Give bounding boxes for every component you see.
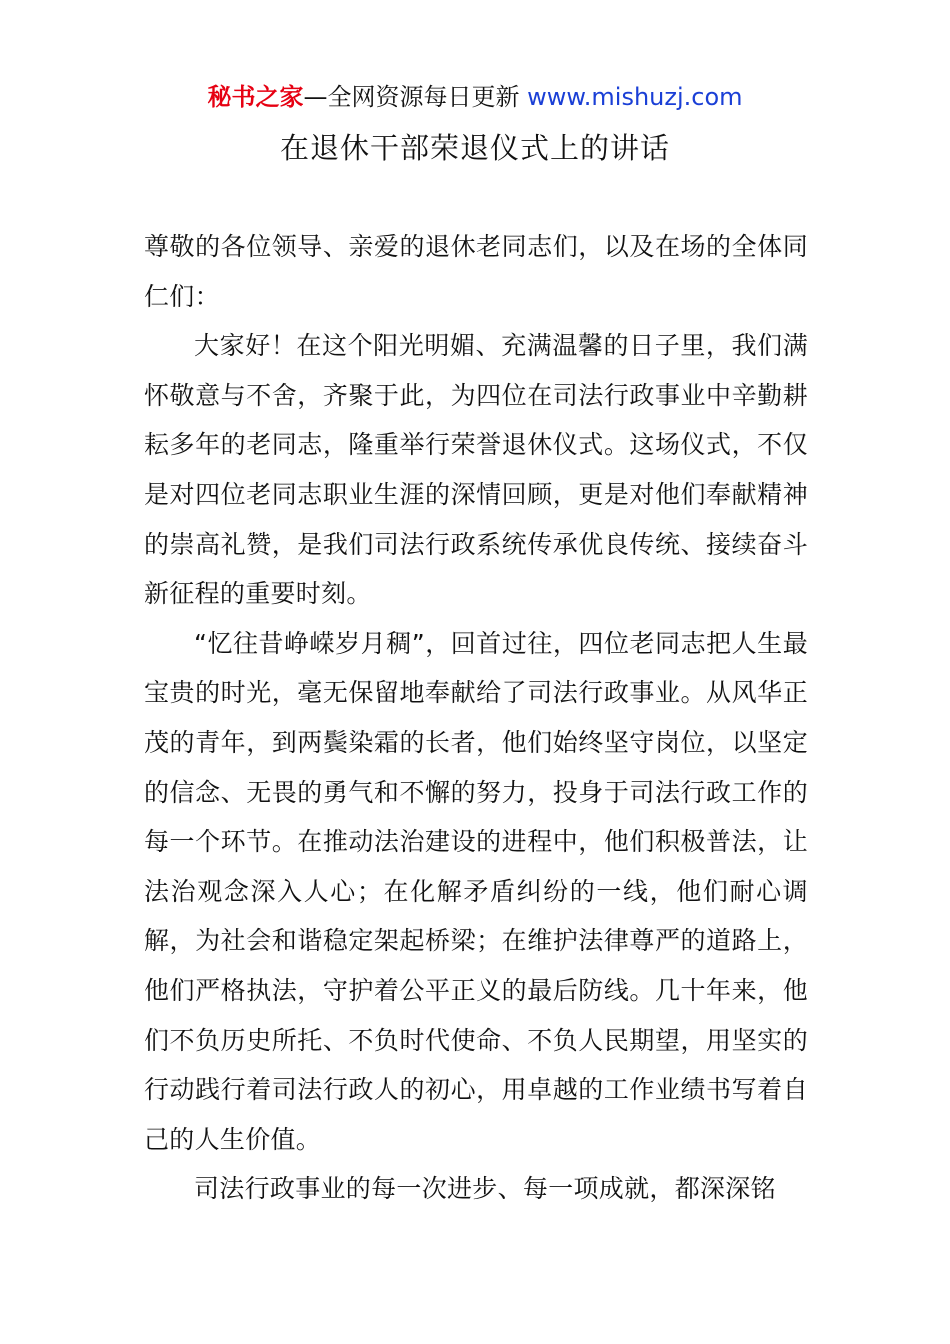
site-header	[0, 80, 950, 114]
body-paragraph: 大家好！在这个阳光明媚、充满温馨的日子里，我们满怀敬意与不舍，齐聚于此，为四位在司法行政事业中辛勤耕耘多年的老同志，隆重举行荣誉退休仪式。这场仪式，不仅是对四位老同志职业生涯的深情回顾，更是对他们奉献精神的崇高礼赞，是我们司法行政系统传承优良传统、接续奋斗新征程的重要时刻。	[144, 331, 808, 609]
body-paragraph: “忆往昔峥嵘岁月稠”，回首过往，四位老同志把人生最宝贵的时光，毫无保留地奉献给了司法行政事业。从风华正茂的青年，到两鬓染霜的长者，他们始终坚守岗位，以坚定的信念、无畏的勇气和不懈的努力，投身于司法行政工作的每一个环节。在推动法治建设的进程中，他们积极普法，让法治观念深入人心；在化解矛盾纠纷的一线，他们耐心调解，为社会和谐稳定架起桥梁；在维护法律尊严的道路上，他们严格执法，守护着公平正义的最后防线。几十年来，他们不负历史所托、不负时代使命、不负人民期望，用坚实的行动践行着司法行政人的初心，用卓越的工作业绩书写着自己的人生价值。	[144, 628, 808, 1154]
header-slogan: —全网资源每日更新	[303, 83, 520, 111]
brand-name: 秘书之家	[207, 83, 304, 111]
salutation-paragraph: 尊敬的各位领导、亲爱的退休老同志们，以及在场的全体同仁们：	[144, 232, 808, 311]
document-body	[144, 222, 808, 1214]
document-title: 在退休干部荣退仪式上的讲话	[279, 131, 670, 165]
site-url-link[interactable]: www.mishuzj.com	[527, 83, 743, 111]
body-paragraph: 司法行政事业的每一次进步、每一项成就，都深深铭	[194, 1174, 776, 1204]
